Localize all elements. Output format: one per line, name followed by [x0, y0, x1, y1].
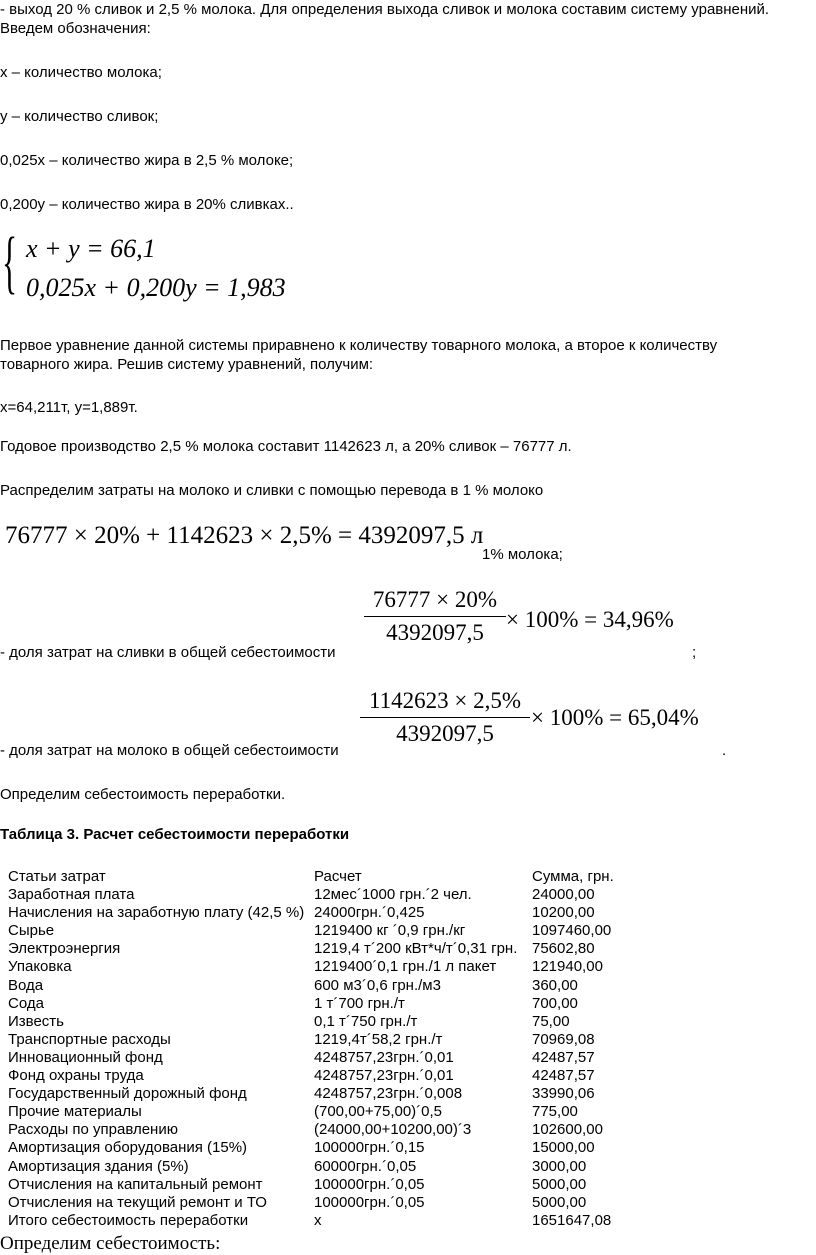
calculation: 100000грн.´0,05 [314, 1193, 425, 1211]
cost-item: Итого себестоимость переработки [8, 1211, 249, 1229]
annual-production: Годовое производство 2,5 % молока составит 1142623 л, а 20% сливок – 76777 л. [0, 438, 572, 455]
milk-share-numerator: 1142623 × 2,5% [368, 688, 522, 713]
table-row [8, 1103, 652, 1121]
intro-line-1: - выход 20 % сливок и 2,5 % молока. Для определения выхода сливок и молока составим систему уравнений. [0, 1, 770, 18]
milk-share-end: . [722, 742, 727, 759]
calculation: (24000,00+10200,00)´3 [314, 1121, 472, 1139]
cost-item: Сырье [8, 922, 55, 940]
table-total-row [8, 1212, 652, 1230]
calculation: 100000грн.´0,05 [314, 1175, 425, 1193]
amount: 42487,57 [532, 1048, 595, 1066]
table-row [8, 995, 652, 1013]
milk-share-denominator: 4392097,5 [396, 721, 494, 746]
cost-item: Начисления на заработную плату (42,5 %) [8, 904, 305, 922]
table-row [8, 940, 652, 958]
definition-y: у – количество сливок; [0, 108, 159, 125]
calculation: 60000грн.´0,05 [314, 1157, 417, 1175]
amount: 5000,00 [532, 1193, 587, 1211]
cost-item: Амортизация здания (5%) [8, 1157, 189, 1175]
cost-item: Вода [8, 976, 44, 994]
table-row [8, 1176, 652, 1194]
table-row [8, 1194, 652, 1212]
calculation: 100000грн.´0,15 [314, 1139, 425, 1157]
cost-item: Отчисления на текущий ремонт и ТО [8, 1193, 267, 1211]
table-header-row [8, 868, 652, 886]
amount: 121940,00 [532, 958, 603, 976]
explanation-line-1: Первое уравнение данной системы приравнено к количеству товарного молока, а второе к количеству [0, 337, 718, 354]
table-row [8, 1121, 652, 1139]
cream-share-label: - доля затрат на сливки в общей себестоимости [0, 644, 336, 661]
calculation: 1219,4т´58,2 грн./т [314, 1030, 443, 1048]
conversion-suffix: 1% молока; [482, 546, 563, 563]
cost-item: Прочие материалы [8, 1103, 142, 1121]
calculation: 1219,4 т´200 кВт*ч/т´0,31 грн. [314, 940, 518, 958]
amount: 102600,00 [532, 1121, 603, 1139]
amount: 1651647,08 [532, 1211, 612, 1229]
amount: 42487,57 [532, 1067, 595, 1085]
conversion-formula: 76777 × 20% + 1142623 × 2,5% = 4392097,5 л [5, 522, 484, 549]
definition-fat-milk: 0,025х – количество жира в 2,5 % молоке; [0, 152, 294, 169]
amount: 24000,00 [532, 886, 595, 904]
cost-item: Сода [8, 994, 44, 1012]
fraction-bar [364, 616, 506, 617]
cost-item: Упаковка [8, 958, 72, 976]
processing-cost-table [8, 868, 652, 1230]
cost-item: Расходы по управлению [8, 1121, 178, 1139]
cost-item: Государственный дорожный фонд [8, 1085, 247, 1103]
cost-item: Заработная плата [8, 886, 135, 904]
definition-x: х – количество молока; [0, 64, 162, 81]
definition-fat-cream: 0,200у – количество жира в 20% сливках.. [0, 196, 294, 213]
cost-item: Электроэнергия [8, 940, 121, 958]
table-row [8, 1013, 652, 1031]
table-row [8, 1031, 652, 1049]
amount: 70969,08 [532, 1030, 595, 1048]
cost-item: Известь [8, 1012, 64, 1030]
amount: 775,00 [532, 1103, 578, 1121]
amount: 33990,06 [532, 1085, 595, 1103]
cost-item: Инновационный фонд [8, 1048, 163, 1066]
table-row [8, 1139, 652, 1157]
table-row [8, 1067, 652, 1085]
header-amount: Сумма, грн. [532, 868, 614, 885]
amount: 5000,00 [532, 1175, 587, 1193]
cost-item: Амортизация оборудования (15%) [8, 1139, 248, 1157]
table-row [8, 977, 652, 995]
calculation: 4248757,23грн.´0,01 [314, 1048, 454, 1066]
solution: х=64,211т, у=1,889т. [0, 399, 138, 416]
amount: 360,00 [532, 976, 578, 994]
equation-2: 0,025x + 0,200y = 1,983 [26, 273, 286, 302]
amount: 75,00 [532, 1012, 570, 1030]
table-row [8, 1049, 652, 1067]
table-row [8, 922, 652, 940]
milk-share-fraction [360, 687, 530, 748]
calculation: (700,00+75,00)´0,5 [314, 1103, 443, 1121]
cost-item: Фонд охраны труда [8, 1067, 144, 1085]
cream-share-numerator: 76777 × 20% [372, 587, 498, 612]
table-row [8, 886, 652, 904]
milk-share-label: - доля затрат на молоко в общей себестоимости [0, 742, 339, 759]
table-row [8, 958, 652, 976]
fraction-bar [360, 717, 530, 718]
calculation: 600 м3´0,6 грн./м3 [314, 976, 441, 994]
intro-line-2: Введем обозначения: [0, 20, 151, 37]
calculation: 1 т´700 грн./т [314, 994, 405, 1012]
closing-line: Определим себестоимость: [0, 1233, 221, 1254]
cost-item: Отчисления на капитальный ремонт [8, 1175, 263, 1193]
explanation-line-2: товарного жира. Решив систему уравнений, получим: [0, 356, 374, 373]
calculation: 0,1 т´750 грн./т [314, 1012, 418, 1030]
processing-cost-intro: Определим себестоимость переработки. [0, 786, 286, 803]
amount: 3000,00 [532, 1157, 587, 1175]
cream-share-fraction [364, 586, 506, 647]
header-cost-item: Статьи затрат [8, 868, 106, 885]
header-calculation: Расчет [314, 868, 362, 885]
amount: 10200,00 [532, 904, 595, 922]
equation-1: x + y = 66,1 [26, 234, 156, 263]
system-brace-icon: { [2, 224, 18, 301]
calculation: 1219400 кг ´0,9 грн./кг [314, 922, 466, 940]
amount: 1097460,00 [532, 922, 612, 940]
calculation: 4248757,23грн.´0,01 [314, 1067, 454, 1085]
table-caption: Таблица 3. Расчет себестоимости переработки [0, 826, 350, 843]
cream-share-end: ; [692, 644, 697, 661]
calculation: 24000грн.´0,425 [314, 904, 425, 922]
table-row [8, 1158, 652, 1176]
amount: 15000,00 [532, 1139, 595, 1157]
distribute-costs: Распределим затраты на молоко и сливки с помощью перевода в 1 % молоко [0, 482, 544, 499]
amount: 75602,80 [532, 940, 595, 958]
calculation: 1219400´0,1 грн./1 л пакет [314, 958, 497, 976]
table-row [8, 904, 652, 922]
cost-item: Транспортные расходы [8, 1030, 171, 1048]
cream-share-denominator: 4392097,5 [386, 620, 484, 645]
table-row [8, 1085, 652, 1103]
cream-share-result: × 100% = 34,96% [506, 607, 674, 632]
amount: 700,00 [532, 994, 578, 1012]
calculation: 12мес´1000 грн.´2 чел. [314, 886, 472, 904]
calculation: 4248757,23грн.´0,008 [314, 1085, 463, 1103]
milk-share-result: × 100% = 65,04% [531, 705, 699, 730]
calculation: х [314, 1211, 322, 1229]
